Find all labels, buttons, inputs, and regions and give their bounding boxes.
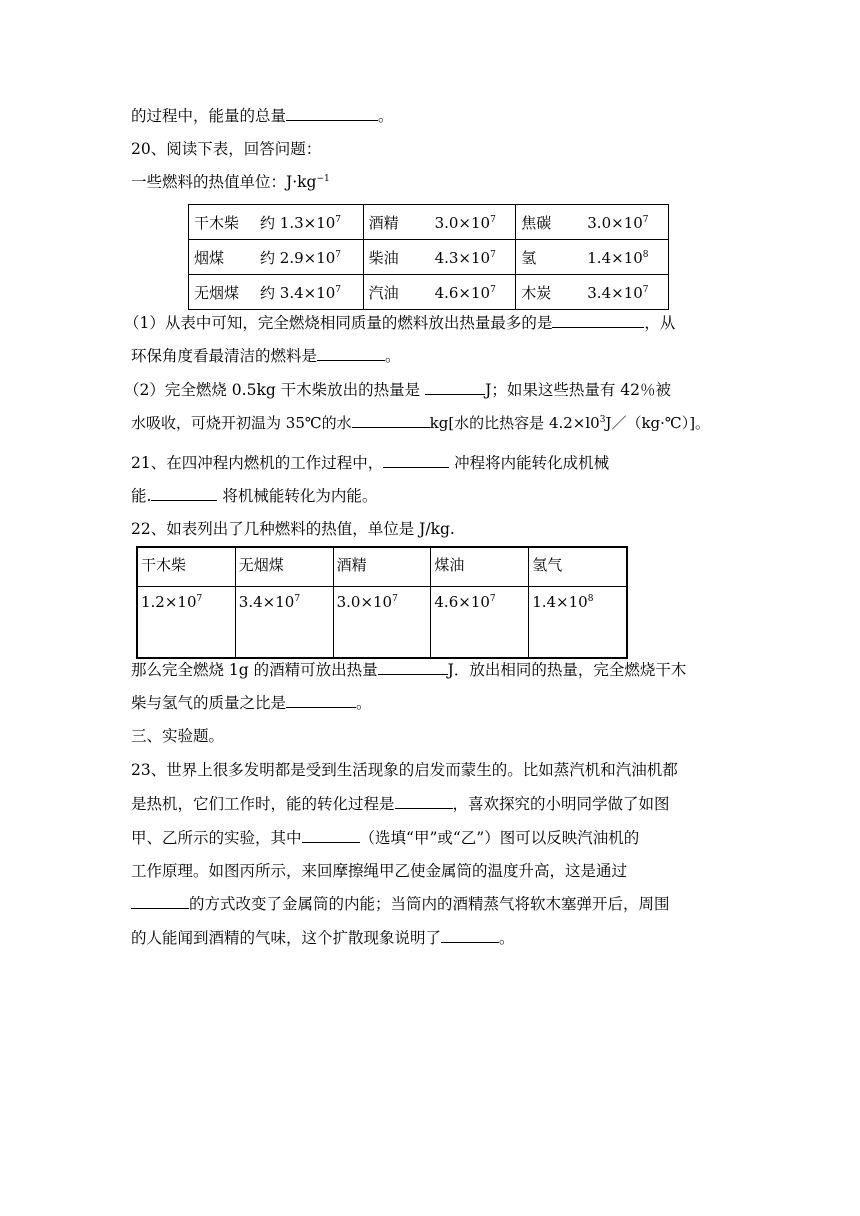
table-cell (363, 205, 516, 240)
table-cell (516, 205, 669, 240)
text: 将机械能转化为内能。 (217, 487, 378, 505)
section-3-title: 三、实验题。 (131, 727, 225, 745)
value: 2.9×10 (279, 248, 336, 267)
fuel-name: 酒精 (368, 213, 399, 232)
question-22-answer-cont (131, 693, 372, 713)
superscript: 7 (392, 594, 398, 604)
table-header-row (137, 547, 627, 587)
text: kg[水的比热容是 4.2×l0 (429, 414, 600, 432)
superscript: 7 (335, 284, 342, 295)
question-23-line-3 (131, 828, 639, 848)
text: 水吸收，可烧开初温为 35℃的水 (131, 414, 352, 432)
superscript: 7 (490, 214, 496, 225)
text: 。 (385, 347, 401, 365)
question-23-line-6 (131, 928, 515, 948)
question-23-line-4: 工作原理。如图丙所示，来回摩擦绳甲乙使金属筒的温度升高，这是通过 (131, 862, 628, 880)
table-row (189, 240, 669, 275)
text: 21、在四冲程内燃机的工作过程中， (131, 454, 384, 472)
value: 4.6×10 (434, 283, 491, 302)
text: 柴与氢气的质量之比是 (131, 694, 287, 712)
fuel-heat-table (188, 204, 669, 310)
answer-blank[interactable] (151, 486, 217, 501)
line-continuation (131, 106, 394, 126)
value: 1.2×10 (141, 593, 197, 611)
value: 3.4×10 (587, 283, 643, 302)
table-row (137, 587, 627, 659)
superscript: −1 (316, 174, 330, 184)
table-cell (516, 275, 669, 310)
table-cell (189, 240, 364, 275)
table-cell (363, 275, 516, 310)
text: J；如果这些热量有 42％被 (485, 381, 671, 399)
table-header: 煤油 (431, 547, 529, 587)
text: J．放出相同的热量，完全燃烧干木 (447, 661, 687, 679)
question-20-title: 20、阅读下表，回答问题： (131, 140, 322, 158)
table-header: 氢气 (529, 547, 627, 587)
superscript: 7 (642, 284, 649, 295)
value: 1.4×10 (587, 248, 643, 267)
text: （2）完全燃烧 0.5kg 干木柴放出的热量是 (124, 381, 426, 399)
superscript: 7 (489, 594, 496, 604)
superscript: 7 (335, 249, 342, 260)
value: 3.0×10 (336, 593, 393, 611)
superscript: 8 (587, 594, 594, 604)
table-header: 酒精 (333, 547, 431, 587)
superscript: 3 (599, 415, 606, 425)
unit-caption (131, 172, 330, 192)
table-cell (431, 587, 529, 659)
table-row (189, 205, 669, 240)
text: 环保角度看最清洁的燃料是 (131, 347, 318, 365)
answer-blank[interactable] (352, 413, 430, 428)
text: 能. (131, 487, 152, 505)
answer-blank[interactable] (552, 313, 644, 328)
text: J／（kg·℃）]。 (605, 414, 711, 432)
text: ，从 (644, 314, 676, 332)
prefix: 约 (260, 248, 280, 267)
text: 。 (356, 694, 372, 712)
value: 3.4×10 (238, 593, 295, 611)
value: 4.3×10 (434, 248, 491, 267)
question-21-cont (131, 486, 377, 506)
text: 冲程将内能转化成机械 (449, 454, 610, 472)
fuel-name: 烟煤 (194, 248, 225, 267)
question-20-part-2 (124, 380, 671, 400)
text: 是热机，它们工作时，能的转化过程是 (131, 795, 395, 813)
question-23: 23、世界上很多发明都是受到生活现象的启发而蒙生的。比如蒸汽机和汽油机都 (131, 761, 678, 779)
text: （选填“甲”或“乙”）图可以反映汽油机的 (359, 829, 640, 847)
text: ，喜欢探究的小明同学做了如图 (452, 795, 670, 813)
fuel-name: 木炭 (521, 283, 552, 302)
table-cell (516, 240, 669, 275)
fuel-name: 氢 (521, 248, 537, 267)
question-23-line-2 (131, 794, 670, 814)
question-21 (131, 453, 609, 473)
table-cell (333, 587, 431, 659)
table-cell (189, 205, 364, 240)
fuel-name: 汽油 (368, 283, 399, 302)
prefix: 约 (260, 283, 280, 302)
answer-blank[interactable] (441, 928, 499, 943)
value: 1.4×10 (532, 593, 588, 611)
value: 3.4×10 (279, 283, 336, 302)
text: （1）从表中可知，完全燃烧相同质量的燃料放出热量最多的是 (124, 314, 553, 332)
question-22-answer (131, 660, 686, 680)
text: 。 (499, 929, 515, 947)
question-20-part-1-cont (131, 346, 401, 366)
text: 。 (378, 107, 394, 125)
value: 4.6×10 (434, 593, 490, 611)
text: 一些燃料的热值单位：J·kg (131, 173, 317, 191)
question-23-line-5 (131, 894, 670, 914)
superscript: 7 (294, 594, 301, 604)
superscript: 8 (642, 249, 649, 260)
table-cell (363, 240, 516, 275)
text: 那么完全燃烧 1g 的酒精可放出热量 (131, 661, 378, 679)
answer-blank[interactable] (286, 106, 378, 121)
superscript: 7 (335, 214, 342, 225)
fuel-heat-table-2 (136, 546, 628, 659)
superscript: 7 (196, 594, 203, 604)
text: 甲、乙所示的实验，其中 (131, 829, 302, 847)
table-cell (235, 587, 333, 659)
table-header: 无烟煤 (235, 547, 333, 587)
answer-blank[interactable] (378, 660, 448, 675)
answer-blank[interactable] (286, 693, 356, 708)
fuel-name: 无烟煤 (194, 283, 240, 302)
question-22: 22、如表列出了几种燃料的热值，单位是 J/kg. (131, 520, 455, 538)
answer-blank[interactable] (383, 453, 449, 468)
table-cell (137, 587, 235, 659)
value: 3.0×10 (434, 213, 491, 232)
fuel-name: 柴油 (368, 248, 399, 267)
answer-blank[interactable] (302, 828, 360, 843)
value: 3.0×10 (587, 213, 643, 232)
fuel-name: 干木柴 (194, 213, 240, 232)
value: 1.3×10 (279, 213, 336, 232)
question-20-part-2-cont (131, 413, 710, 433)
text: 的方式改变了金属筒的内能；当筒内的酒精蒸气将软木塞弹开后，周围 (189, 895, 670, 913)
text: 的过程中，能量的总量 (131, 107, 287, 125)
answer-blank[interactable] (395, 794, 453, 809)
table-row (189, 275, 669, 310)
answer-blank[interactable] (425, 380, 485, 395)
text: 的人能闻到酒精的气味，这个扩散现象说明了 (131, 929, 442, 947)
answer-blank[interactable] (131, 894, 189, 909)
table-cell (189, 275, 364, 310)
table-header: 干木柴 (137, 547, 235, 587)
fuel-name: 焦碳 (521, 213, 552, 232)
question-20-part-1 (124, 313, 675, 333)
table-cell (529, 587, 627, 659)
answer-blank[interactable] (317, 346, 385, 361)
superscript: 7 (642, 214, 649, 225)
superscript: 7 (490, 284, 496, 295)
superscript: 7 (490, 249, 496, 260)
prefix: 约 (260, 213, 280, 232)
